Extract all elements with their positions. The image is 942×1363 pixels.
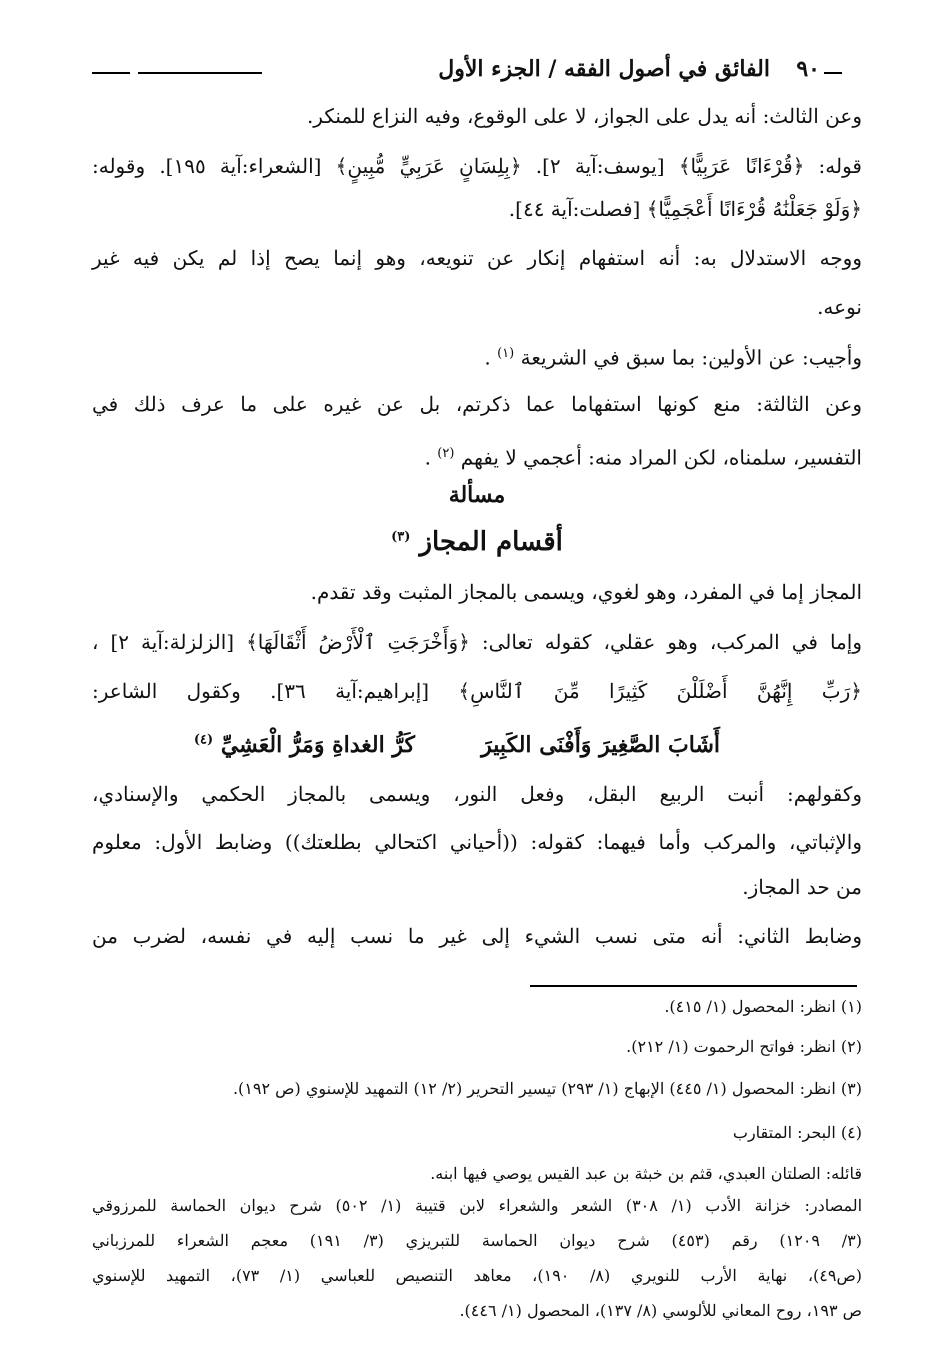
body-line-4: ووجه الاستدلال به: أنه استفهام إنكار عن تنويعه، وهو إنما يصح إذا لم يكن فيه غير: [92, 246, 862, 270]
footnote-4: (٤) البحر: المتقارب: [732, 1123, 862, 1142]
footnote-4-author: قائله: الصلتان العبدي، قثم بن خبثة بن عبد القيس يوصي فيها ابنه.: [430, 1164, 862, 1183]
body-line-10: وإما في المركب، وهو عقلي، كقوله تعالى: ﴿وَأَخْرَجَتِ ٱلْأَرْضُ أَثْقَالَهَا﴾ [الزلزلة:آية ٢] ،: [92, 630, 862, 654]
body-line-7: وعن الثالثة: منع كونها استفهاما عما ذكرتم، بل عن غيره على ما عرف ذلك في: [92, 392, 862, 416]
footnote-2: (٢) انظر: فواتح الرحموت (١/ ٢١٢).: [626, 1037, 862, 1056]
body-line-1: وعن الثالث: أنه يدل على الجواز، لا على الوقوع، وفيه النزاع للمنكر.: [306, 104, 862, 128]
body-line-14: من حد المجاز.: [742, 875, 862, 899]
footnote-ref-4: (٤): [193, 732, 214, 748]
section-title-text: أقسام المجاز: [419, 527, 563, 557]
footnote-ref-1: (١): [497, 346, 515, 361]
header-rule-middle: [138, 72, 262, 74]
body-line-6-text: وأجيب: عن الأولين: بما سبق في الشريعة: [520, 345, 862, 370]
footnote-1: (١) انظر: المحصول (١/ ٤١٥).: [664, 997, 862, 1016]
footnote-separator: [530, 985, 857, 987]
footnote-4-sources-2: (٣/ ١٢٠٩) رقم (٤٥٣) شرح ديوان الحماسة للتبريزي (٣/ ١٩١) معجم الشعراء للمرزباني: [92, 1231, 863, 1250]
body-line-9: المجاز إما في المفرد، وهو لغوي، ويسمى بالمجاز المثبت وقد تقدم.: [310, 580, 862, 604]
body-line-2: قوله: ﴿قُرْءَانًا عَرَبِيًّا﴾ [يوسف:آية ٢]. ﴿بِلِسَانٍ عَرَبِيٍّ مُّبِينٍ﴾ [الشعراء:آية ١٩٥]. وقوله:: [92, 154, 862, 178]
body-line-12: وكقولهم: أنبت الربيع البقل، وفعل النور، ويسمى بالمجاز الحكمي والإسنادي،: [92, 782, 862, 806]
header-rule-right: [824, 72, 842, 74]
body-line-8: [425, 440, 862, 472]
body-line-11: ﴿رَبِّ إِنَّهُنَّ أَضْلَلْنَ كَثِيرًا مِّنَ ٱلنَّاسِ﴾ [إبراهيم:آية ٣٦]. وكقول الشاعر:: [92, 679, 862, 703]
body-line-15: وضابط الثاني: أنه متى نسب الشيء إلى غير ما نسب إليه في نفسه، لضرب من: [92, 924, 862, 948]
footnote-3: (٣) انظر: المحصول (١/ ٤٤٥) الإبهاج (١/ ٢٩٣) تيسير التحرير (٢/ ١٢) التمهيد للإسنوي (ص ١٩٢).: [232, 1079, 862, 1098]
page-header: [92, 52, 842, 92]
body-line-8-text: التفسير، سلمناه، لكن المراد منه: أعجمي لا يفهم: [460, 445, 862, 470]
footnote-4-sources-3: (ص٤٩)، نهاية الأرب للنويري (٨/ ١٩٠)، معاهد التنصيص للعباسي (١/ ٧٣)، التمهيد للإسنوي: [92, 1266, 863, 1285]
section-title: [92, 527, 862, 557]
verse-first-hemistich: أَشَابَ الصَّغِيرَ وَأَفْنَى الكَبِيرَ: [481, 732, 720, 758]
footnote-4-sources-1: المصادر: خزانة الأدب (١/ ٣٠٨) الشعر والشعراء لابن قتيبة (١/ ٥٠٢) شرح ديوان الحماسة للمرزوقي: [92, 1196, 863, 1215]
body-line-5: نوعه.: [817, 295, 862, 319]
body-line-6: [484, 340, 862, 372]
verse-second-hemistich: [194, 732, 415, 758]
body-line-8-end: .: [424, 445, 431, 470]
body-line-13: والإثباتي، والمركب وأما فيهما: كقوله: ((أحياني اكتحالي بطلعتك)) وضابط الأول: معلوم: [92, 830, 862, 854]
body-line-3: ﴿وَلَوْ جَعَلْنَٰهُ قُرْءَانًا أَعْجَمِيًّا﴾ [فصلت:آية ٤٤].: [508, 197, 862, 221]
page-number: ٩٠: [796, 56, 820, 82]
footnote-ref-2: (٢): [437, 446, 455, 461]
section-label: مسألة: [448, 482, 506, 508]
body-line-6-end: .: [484, 345, 491, 370]
verse-second-text: كَرُّ الغداةِ وَمَرُّ الْعَشِيِّ: [220, 732, 415, 758]
footnote-4-sources-4: ص ١٩٣، روح المعاني للألوسي (٨/ ١٣٧)، المحصول (١/ ٤٤٦).: [459, 1301, 862, 1320]
running-title: الفائق في أصول الفقه / الجزء الأول: [438, 56, 770, 82]
footnote-ref-3: (٣): [391, 529, 411, 545]
header-rule-left: [92, 72, 130, 74]
